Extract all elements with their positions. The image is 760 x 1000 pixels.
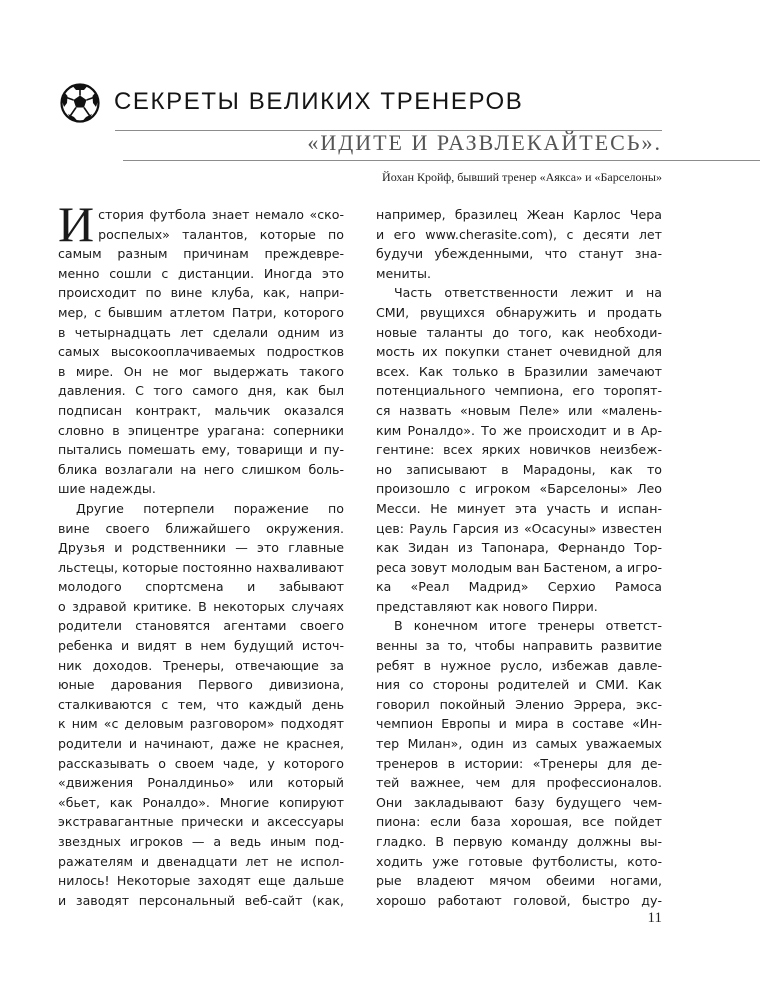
text-line: ка «Реал Мадрид» Серхио Рамоса — [376, 579, 662, 595]
text-line: звездных игроков — а ведь иным под- — [58, 834, 344, 849]
text-line: ребят в нужное русло, избежав давле- — [376, 657, 662, 673]
text-line: говорил покойный Эленио Эррера, экс- — [376, 696, 662, 712]
text-line: молодого спортсмена и забывают — [58, 579, 344, 595]
quote-rule — [123, 160, 760, 161]
drop-cap: И — [58, 196, 95, 252]
quote-title: «ИДИТЕ И РАЗВЛЕКАЙТЕСЬ». — [307, 130, 662, 155]
text-line: подписан контракт, мальчик оказался — [58, 402, 344, 418]
text-line: льстецы, которые постоянно нахваливают — [58, 559, 344, 575]
text-line: юные дарования Первого дивизиона, — [58, 677, 344, 693]
text-line: шие надежды. — [58, 481, 156, 497]
text-line: экстравагантные прически и аксессуары — [58, 814, 344, 830]
text-line: произошло с игроком «Барселоны» Лео — [376, 481, 662, 497]
text-line: родители и начинают, даже не краснея, — [58, 736, 344, 752]
text-line: ребенка и видят в нем будущий источ- — [58, 638, 344, 654]
text-line: СМИ, рвущихся обнаружить и продать — [376, 304, 662, 320]
text-line: «бьет, как Роналдо». Многие копируют — [58, 794, 344, 810]
text-line: о здравой критике. В некоторых случаях — [58, 598, 344, 614]
text-line: новые таланты до того, как необходи- — [376, 324, 662, 340]
text-line: пытались помешать ему, товарищи и пу- — [58, 442, 344, 458]
text-line: потенциального чемпиона, его торопят- — [376, 383, 662, 399]
text-line: реса зовут молодым ван Бастеном, а игро- — [376, 559, 663, 575]
text-line: самых высокооплачиваемых подростков — [58, 344, 344, 360]
page-number: 11 — [647, 910, 662, 926]
text-line: вине своего ближайшего окружения. — [58, 520, 344, 536]
text-line: давления. С того самого дня, как был — [58, 383, 344, 399]
quote-attribution: Йохан Кройф, бывший тренер «Аякса» и «Барселоны» — [382, 170, 662, 184]
text-line: «движения Роналдиньо» или который — [58, 775, 344, 791]
text-line: ходить уже готовые футболисты, кото- — [376, 853, 662, 869]
text-line: ражателям и двенадцати лет не испол- — [58, 853, 344, 869]
left-column — [58, 196, 344, 910]
text-line: всех. Как только в Бразилии замечают — [376, 363, 662, 379]
text-line: происходит по вине клуба, как, напри- — [58, 285, 344, 301]
text-line: Они закладывают базу будущего чем- — [376, 794, 662, 810]
text-line: как Зидан из Тапонара, Фернандо Тор- — [376, 540, 662, 556]
text-line: мость их покупки станет очевидной для — [376, 344, 662, 360]
soccer-ball-icon — [60, 83, 100, 123]
text-line: словно в эпицентре урагана: соперники — [58, 422, 344, 438]
text-line: представляют как нового Пирри. — [376, 598, 598, 614]
text-line: тер Милан», один из самых уважаемых — [376, 736, 662, 752]
text-line: в четырнадцать лет сделали одним из — [58, 324, 344, 340]
text-line: рые владеют мячом обеими ногами, — [376, 873, 662, 889]
text-line: Часть ответственности лежит и на — [394, 285, 662, 301]
text-line: рассказывать о своем чаде, у которого — [58, 755, 344, 771]
text-line: но записывают в Марадоны, как то — [376, 461, 662, 477]
text-line: ким Роналдо». То же происходит и в Ар- — [376, 422, 662, 438]
text-line: к ним «с деловым разговором» подходят — [58, 716, 344, 732]
section-title: СЕКРЕТЫ ВЕЛИКИХ ТРЕНЕРОВ — [114, 88, 524, 115]
text-line: Другие потерпели поражение по — [76, 500, 344, 516]
text-line: и его www.cherasite.com), с десяти лет — [376, 226, 662, 242]
text-line: гентине: всех ярких новичков неизбеж- — [376, 442, 662, 458]
text-line: ся назвать «новым Пеле» или «малень- — [376, 402, 662, 418]
text-line: менно сошли с дистанции. Иногда это — [58, 265, 344, 281]
text-line: хорошо работают головой, быстро ду- — [376, 892, 662, 908]
text-line: роспелых» талантов, которые по — [98, 226, 344, 242]
text-line: блика возлагали на него слишком боль- — [58, 461, 344, 477]
text-line: Друзья и родственники — это главные — [58, 540, 344, 556]
right-column — [376, 205, 662, 910]
text-line: чемпион Европы и мира в составе «Ин- — [376, 716, 662, 732]
text-line: и заводят персональный веб-сайт (как, — [58, 892, 344, 908]
text-line: сталкиваются с тем, что каждый день — [58, 696, 344, 712]
text-line: родители становятся агентами своего — [58, 618, 344, 634]
text-line: ния со стороны родителей и СМИ. Как — [376, 677, 662, 693]
text-line: например, бразилец Жеан Карлос Чера — [376, 207, 662, 222]
text-line: в мире. Он не мог выдержать такого — [58, 363, 344, 379]
text-line: венны за то, чтобы направить развитие — [376, 638, 662, 654]
text-line: мер, с бывшим атлетом Патри, которого — [58, 304, 344, 320]
text-line: цев: Рауль Гарсия из «Осасуны» известен — [376, 520, 662, 536]
text-line: тренеров в истории: «Тренеры для де- — [376, 755, 662, 771]
text-line: стория футбола знает немало «ско- — [98, 207, 344, 222]
text-line: нилось! Некоторые заходят еще дальше — [58, 873, 344, 889]
text-line: Месси. Не минует эта участь и испан- — [376, 500, 662, 516]
text-line: В конечном итоге тренеры ответст- — [394, 618, 662, 634]
page-header — [60, 83, 700, 127]
text-line: мениты. — [376, 265, 431, 281]
text-line: гладко. В первую команду должны вы- — [376, 834, 662, 849]
text-line: ник доходов. Тренеры, отвечающие за — [58, 657, 344, 673]
text-line: пиона: если база хорошая, все пойдет — [376, 814, 662, 830]
text-line: тей важнее, чем для профессионалов. — [376, 775, 662, 791]
text-line: самым разным причинам преждевре- — [58, 246, 344, 262]
text-line: будучи убежденными, что станут зна- — [376, 246, 662, 262]
